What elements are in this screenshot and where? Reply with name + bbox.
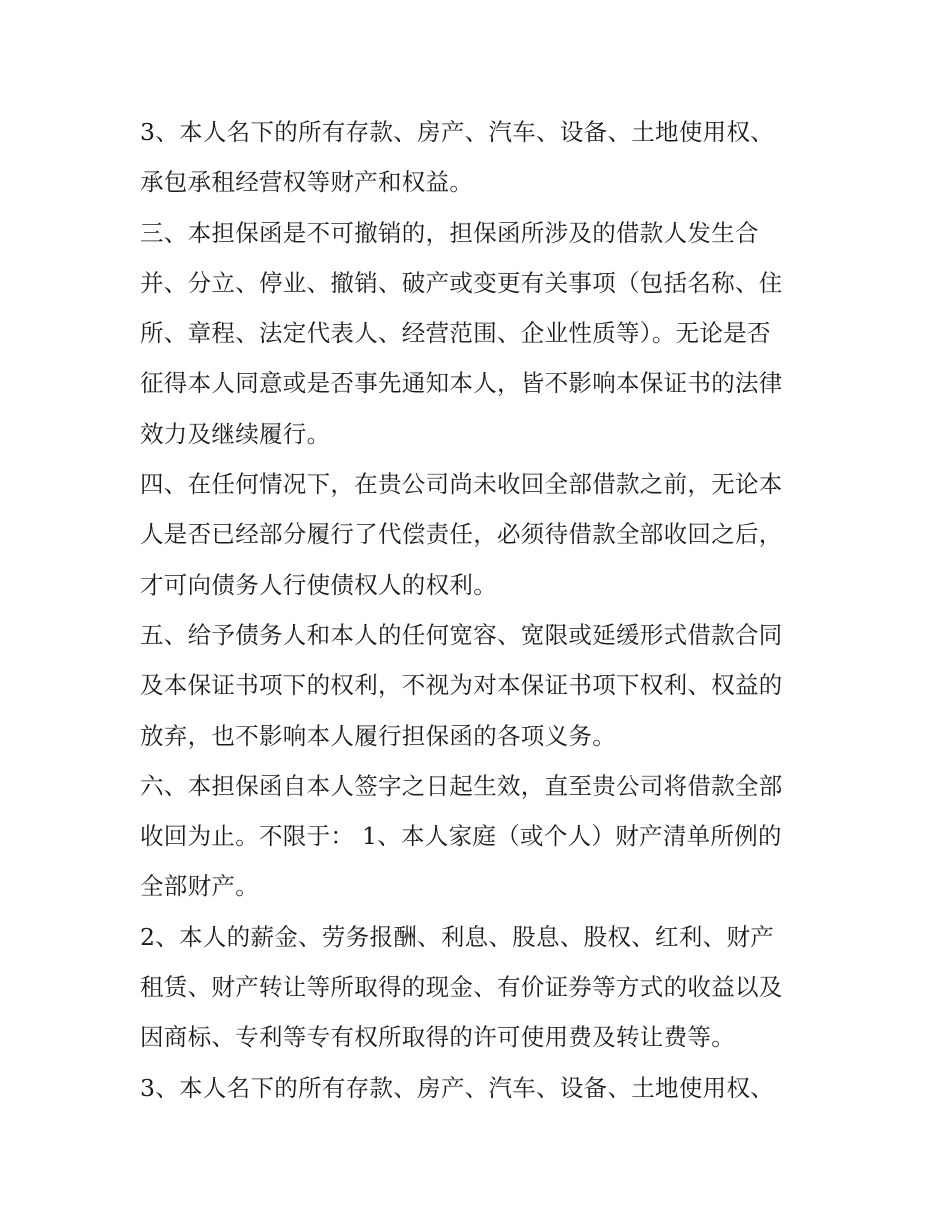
text-line: 所、章程、法定代表人、经营范围、企业性质等）。无论是否 — [140, 319, 771, 348]
text-line: 四、在任何情况下，在贵公司尚未收回全部借款之前，无论本 — [140, 470, 783, 499]
document-body — [140, 107, 830, 1113]
text-line: 人是否已经部分履行了代偿责任，必须待借款全部收回之后， — [140, 520, 783, 549]
text-line: 租赁、财产转让等所取得的现金、有价证券等方式的收益以及 — [140, 973, 783, 1002]
text-line: 征得本人同意或是否事先通知本人，皆不影响本保证书的法律 — [140, 369, 783, 398]
text-line: 效力及继续履行。 — [140, 419, 331, 448]
text-line: 全部财产。 — [140, 872, 259, 901]
text-line: 3、本人名下的所有存款、房产、汽车、设备、土地使用权、 — [140, 118, 775, 146]
text-line: 因商标、专利等专有权所取得的许可使用费及转让费等。 — [140, 1023, 735, 1052]
text-line: 并、分立、停业、撤销、破产或变更有关事项（包括名称、住 — [140, 268, 783, 297]
text-line: 才可向债务人行使债权人的权利。 — [140, 570, 497, 599]
text-line: 放弃，也不影响本人履行担保函的各项义务。 — [140, 721, 616, 750]
text-line: 三、本担保函是不可撤销的，担保函所涉及的借款人发生合 — [140, 218, 759, 247]
text-line: 六、本担保函自本人签字之日起生效，直至贵公司将借款全部 — [140, 771, 783, 800]
text-line: 3、本人名下的所有存款、房产、汽车、设备、土地使用权、 — [140, 1073, 775, 1102]
text-line: 2、本人的薪金、劳务报酬、利息、股息、股权、红利、财产 — [140, 922, 775, 951]
text-line: 及本保证书项下的权利，不视为对本保证书项下权利、权益的 — [140, 671, 783, 700]
text-line: 收回为止。不限于： 1、本人家庭（或个人）财产清单所例的 — [140, 822, 782, 851]
text-line: 承包承租经营权等财产和权益。 — [140, 168, 474, 197]
text-line: 五、给予债务人和本人的任何宽容、宽限或延缓形式借款合同 — [140, 620, 783, 649]
